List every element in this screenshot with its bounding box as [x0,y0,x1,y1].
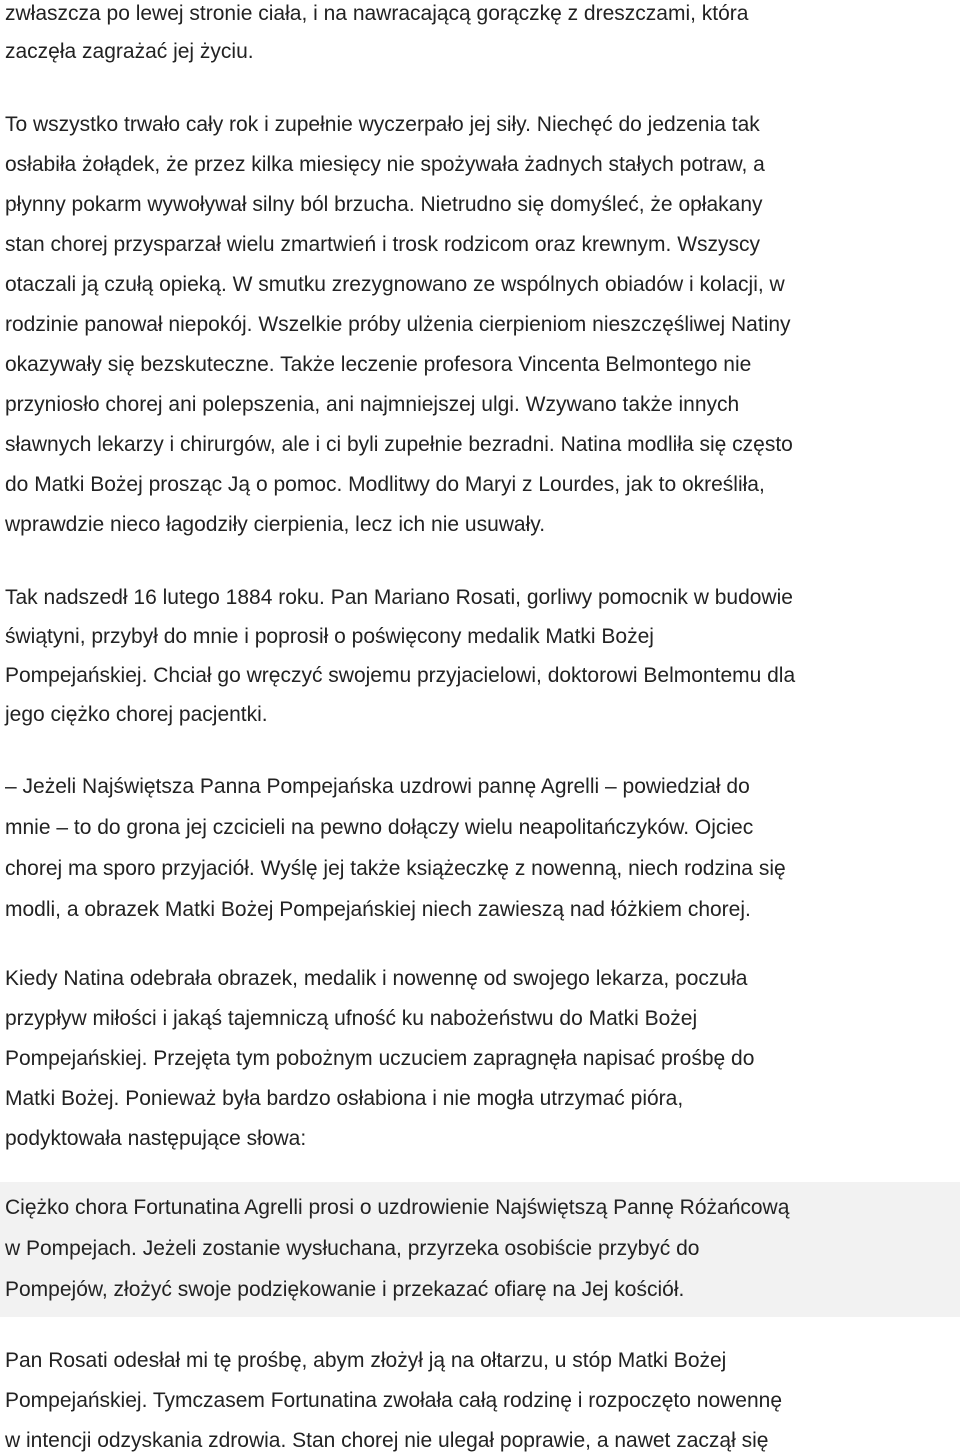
text-line: mnie – to do grona jej czcicieli na pewno dołączy wielu neapolitańczyków. Ojciec [5,816,754,839]
text-line: zwłaszcza po lewej stronie ciała, i na nawracającą gorączkę z dreszczami, która [5,2,749,25]
text-line: sławnych lekarzy i chirurgów, ale i ci byli zupełnie bezradni. Natina modliła się często [5,433,793,456]
text-line: do Matki Bożej prosząc Ją o pomoc. Modlitwy do Maryi z Lourdes, jak to określiła, [5,473,765,496]
text-line: chorej ma sporo przyjaciół. Wyślę jej także książeczkę z nowenną, niech rodzina się [5,857,786,880]
text-line: rodzinie panował niepokój. Wszelkie próby ulżenia cierpieniom nieszczęśliwej Natiny [5,313,791,336]
text-line: wprawdzie nieco łagodziły cierpienia, lecz ich nie usuwały. [5,513,546,536]
text-line: płynny pokarm wywoływał silny ból brzucha. Nietrudno się domyśleć, że opłakany [5,193,763,216]
text-line: Kiedy Natina odebrała obrazek, medalik i nowennę od swojego lekarza, poczuła [5,967,748,990]
text-line: Matki Bożej. Ponieważ była bardzo osłabiona i nie mogła utrzymać pióra, [5,1087,684,1110]
text-line: otaczali ją czułą opieką. W smutku zrezygnowano ze wspólnych obiadów i kolacji, w [5,273,785,296]
text-line: modli, a obrazek Matki Bożej Pompejańskiej niech zawieszą nad łóżkiem chorej. [5,898,751,921]
text-line: przyniosło chorej ani polepszenia, ani najmniejszej ulgi. Wzywano także innych [5,393,740,416]
text-line: Ciężko chora Fortunatina Agrelli prosi o uzdrowienie Najświętszą Pannę Różańcową [5,1196,790,1219]
text-line: jego ciężko chorej pacjentki. [5,703,268,726]
text-line: Pompejańskiej. Przejęta tym pobożnym uczuciem zapragnęła napisać prośbę do [5,1047,755,1070]
text-line: Pompejańskiej. Tymczasem Fortunatina zwołała całą rodzinę i rozpoczęto nowennę [5,1389,783,1412]
text-line: osłabiła żołądek, że przez kilka miesięcy nie spożywała żadnych stałych potraw, a [5,153,765,176]
text-line: w intencji odzyskania zdrowia. Stan chorej nie ulegał poprawie, a nawet zaczął się [5,1429,769,1452]
text-line: w Pompejach. Jeżeli zostanie wysłuchana, przyrzeka osobiście przybyć do [5,1237,700,1260]
text-line: Pompejów, złożyć swoje podziękowanie i przekazać ofiarę na Jej kościół. [5,1278,685,1301]
text-line: Tak nadszedł 16 lutego 1884 roku. Pan Mariano Rosati, gorliwy pomocnik w budowie [5,586,793,609]
text-line: zaczęła zagrażać jej życiu. [5,40,254,63]
text-line: Pompejańskiej. Chciał go wręczyć swojemu przyjacielowi, doktorowi Belmontemu dla [5,664,796,687]
text-line: stan chorej przysparzał wielu zmartwień i trosk rodzicom oraz krewnym. Wszyscy [5,233,761,256]
text-line: świątyni, przybył do mnie i poprosił o poświęcony medalik Matki Bożej [5,625,654,648]
text-line: podyktowała następujące słowa: [5,1127,307,1150]
text-line: To wszystko trwało cały rok i zupełnie wyczerpało jej siły. Niechęć do jedzenia tak [5,113,760,136]
text-line: przypływ miłości i jakąś tajemniczą ufność ku nabożeństwu do Matki Bożej [5,1007,698,1030]
text-line: Pan Rosati odesłał mi tę prośbę, abym złożył ją na ołtarzu, u stóp Matki Bożej [5,1349,727,1372]
text-line: okazywały się bezskuteczne. Także leczenie profesora Vincenta Belmontego nie [5,353,752,376]
text-line: – Jeżeli Najświętsza Panna Pompejańska uzdrowi pannę Agrelli – powiedział do [5,775,750,798]
